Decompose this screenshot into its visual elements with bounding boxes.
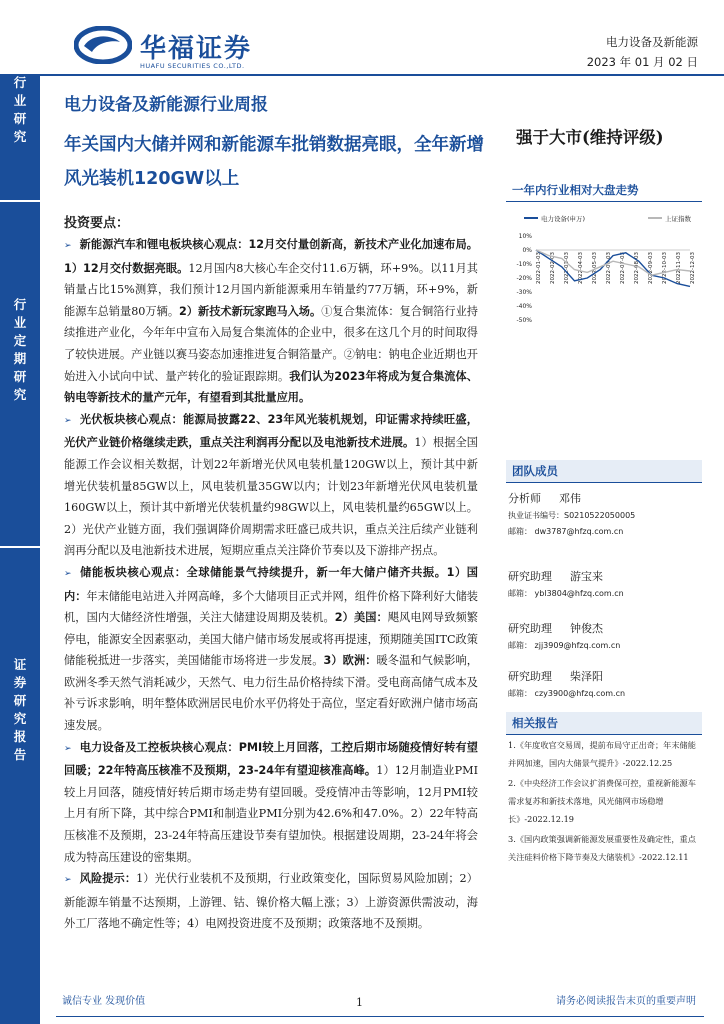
x-tick-label: 2022-01-03 [536,252,542,284]
sidebar-label-industry-research: 行 业 研 究 [13,75,27,144]
member-name: 钟俊杰 [570,622,603,635]
member-role: 分析师 [508,492,541,505]
y-tick-label: -10% [516,261,532,268]
team-members [508,490,704,708]
page-number: 1 [356,996,363,1009]
member-email[interactable]: 邮箱： czy3900@hfzq.com.cn [508,689,626,698]
huafu-logo-icon [74,26,132,64]
arrow-bullet-icon: ➢ [64,568,72,579]
report-type: 电力设备及新能源行业周报 [64,95,268,115]
related-report-item[interactable]: 2.《中央经济工作会议扩消费保可控，重视新能源车需求复苏和新技术落地，风光储网市场稳增长》-2022.12.19 [508,778,696,824]
arrow-bullet-icon: ➢ [64,743,72,754]
member-email[interactable]: 邮箱： ybl3804@hfzq.com.cn [508,589,624,598]
relative-performance-chart [506,208,702,332]
logo-english-name: HUAFU SECURITIES CO.,LTD. [140,62,245,70]
arrow-bullet-icon: ➢ [64,241,72,251]
paragraph-ev-battery [64,234,478,409]
para-text: 暖冬温和气候影响，欧洲冬季天然气消耗减少，天然气、电力衍生品价格持续下滑。受电商高储气成本及补亏诉求影响，明年整体欧洲居民电价水平仍将处于高位，坚定看好欧洲户储市场高速发展。 [64,654,478,733]
y-tick-label: -30% [516,289,532,296]
report-title: 年关国内大储并网和新能源车批销数据亮眼，全年新增风光装机120GW以上 [64,135,484,189]
sidebar-band [0,76,40,1024]
member-card [508,668,704,708]
y-tick-label: -40% [516,303,532,310]
para-text: 12月国内8大核心车企交付11.6万辆，环+9%。以11月其销量占比15%测算，我们预计12月国内新能源乘用车销量约77万辆，环+9%，新能源车总销量80万辆。 [64,261,478,318]
para-lead: 电力设备及工控板块核心观点：PMI较上月回落，工控后期市场随疫情好转有望回暖；22年特高压核准不及预期，23-24年有望迎核准高峰。 [64,740,478,778]
header-meta [587,32,698,72]
member-card [508,490,704,568]
para-text: 1）12月制造业PMI较上月回落，随疫情好转后期市场走势有望回暖。受疫情冲击等影响，12月PMI较上月有所下降，其中综合PMI和制造业PMI分别为42.6%和47.0%。2）22年特高压核准不及预期，23-24年特高压建设节奏有望加快。根据建设周期，23-24年将会成为特高压建设的密集期。 [64,764,478,864]
member-role-line [508,620,704,640]
para-text: 飓风电网导致频繁停电，能源安全因素驱动，美国大储户储市场发展或将再提速，预期随美国ITC政策储能税抵进一步落实，美国储能市场将进一步发展。 [64,611,478,668]
footer-disclaimer: 请务必阅读报告末页的重要声明 [556,996,696,1007]
header-date: 2023 年 01 月 02 日 [586,55,698,69]
y-tick-label: -50% [516,317,532,324]
company-logo [74,22,274,72]
member-cert: 执业证书编号：S0210522050005 [508,511,636,520]
para-text: 1）根据全国能源工作会议相关数据，计划22年新增光伏风电装机量120GW以上，预计其中新增光伏装机量85GW以上，风电装机量35GW以内；计划23年新增光伏风电装机量160GW以上，预计其中新增光伏装机量约98GW以上，风电装机量约65GW以上。2）光伏产业链方面，我们强调降价周期需求旺盛已成共识，重点关注后续产业链利润再分配以及电池新技术进展，短期应重点关注降价节奏以及下游排产拐点。 [64,436,478,558]
para-lead: 光伏板块核心观点：能源局披露22、23年风光装机规划，印证需求持续旺盛，光伏产业链价格继续走跌，重点关注利润再分配以及电池新技术进展。 [64,412,478,450]
para-lead: 2）美国： [334,611,388,625]
para-lead: 储能板块核心观点：全球储能景气持续提升，新一年大储户储齐共振。1）国内： [64,565,478,603]
member-role: 研究助理 [508,670,552,683]
para-lead: 3）欧洲： [323,654,377,668]
x-tick-label: 2022-02-03 [550,252,556,284]
rating-label: 强于大市(维持评级) [516,128,664,147]
x-tick-label: 2022-07-03 [620,252,626,284]
x-tick-label: 2022-04-03 [578,252,584,284]
x-tick-label: 2022-09-03 [648,252,654,284]
sidebar-divider [0,200,40,202]
y-tick-label: 10% [518,233,532,240]
related-reports-heading: 相关报告 [506,712,702,735]
x-tick-label: 2022-12-03 [690,252,696,284]
member-card [508,620,704,668]
paragraph-power-equipment [64,737,478,869]
para-lead: 风险提示： [79,872,137,886]
footer-divider [56,1016,704,1017]
member-role: 研究助理 [508,622,552,635]
logo-chinese-name: 华福证券 [140,34,253,64]
member-card [508,568,704,620]
section-heading: 投资要点： [64,216,130,231]
legend-label: 上证指数 [665,215,691,223]
member-email[interactable]: 邮箱： dw3787@hfzq.com.cn [508,527,624,536]
para-lead: 我们认为2023年将成为复合集流体、钠电等新技术的量产元年，有望看到其批量应用。 [64,369,478,405]
sidebar-label-securities-report: 证 券 研 究 报 告 [13,657,27,762]
arrow-bullet-icon: ➢ [64,875,72,886]
para-text: ①复合集流体：复合铜箔行业持续推进产业化，今年年中宣布入局复合集流体的企业中，很多在这几个月的时间取得了较快进展。产业链以赛马姿态加速推进复合铜箔量产。②钠电：钠电企业近期也开始进入小试向中试、量产转化的验证跟踪期。 [64,304,478,383]
para-lead: 新能源汽车和锂电板块核心观点：12月交付量创新高，新技术产业化加速布局。1）12月交付数据亮眼。 [64,238,478,275]
arrow-bullet-icon: ➢ [64,415,72,426]
y-tick-label: 0% [522,247,532,254]
header-divider [0,74,724,76]
investment-highlights [64,234,478,935]
member-role: 研究助理 [508,570,552,583]
related-report-item[interactable]: 1.《年度收官交易周，提前布局守正出奇；年末储能并网加速，国内大储景气提升》-2022.12.25 [508,740,696,768]
x-tick-label: 2022-11-03 [676,252,682,284]
member-role-line [508,490,704,510]
paragraph-storage [64,562,478,737]
team-heading: 团队成员 [506,460,702,483]
paragraph-pv [64,409,478,562]
related-reports-list [508,736,702,868]
member-role-line [508,568,704,588]
x-tick-label: 2022-10-03 [662,252,668,284]
para-lead: 2）新技术新玩家跑马入场。 [179,304,322,318]
member-name: 邓伟 [559,492,581,505]
y-tick-label: -20% [516,275,532,282]
paragraph-risk [64,868,478,935]
sidebar-divider [0,546,40,548]
member-name: 游宝来 [570,570,603,583]
member-email[interactable]: 邮箱： zjj3909@hfzq.com.cn [508,641,621,650]
member-name: 柴泽阳 [570,670,603,683]
related-report-item[interactable]: 3.《国内政策强调新能源发展重要性及确定性，重点关注硅料价格下降节奏及大储装机》-2022.12.11 [508,834,696,862]
x-tick-label: 2022-08-03 [634,252,640,284]
footer-slogan: 诚信专业 发现价值 [62,996,146,1007]
x-tick-label: 2022-05-03 [592,252,598,284]
member-role-line [508,668,704,688]
para-text: 1）光伏行业装机不及预期，行业政策变化，国际贸易风险加剧；2）新能源车销量不达预期，上游锂、钴、镍价格大幅上涨；3）上游资源供需波动，海外工厂落地不确定性等；4）电网投资进度不及预期；政策落地不及预期。 [64,872,478,931]
chart-heading: 一年内行业相对大盘走势 [506,182,702,202]
x-tick-label: 2022-03-03 [564,252,570,284]
x-tick-label: 2022-06-03 [606,252,612,284]
legend-label: 电力设备(申万) [541,215,586,223]
header-sector: 电力设备及新能源 [606,35,698,49]
para-text: 年末储能电站进入并网高峰，多个大储项目正式并网，组件价格下降利好大储装机，国内大储经济性增强，关注大储建设周期及装机。 [64,589,478,625]
sidebar-label-periodic-research: 行 业 定 期 研 究 [13,297,27,402]
